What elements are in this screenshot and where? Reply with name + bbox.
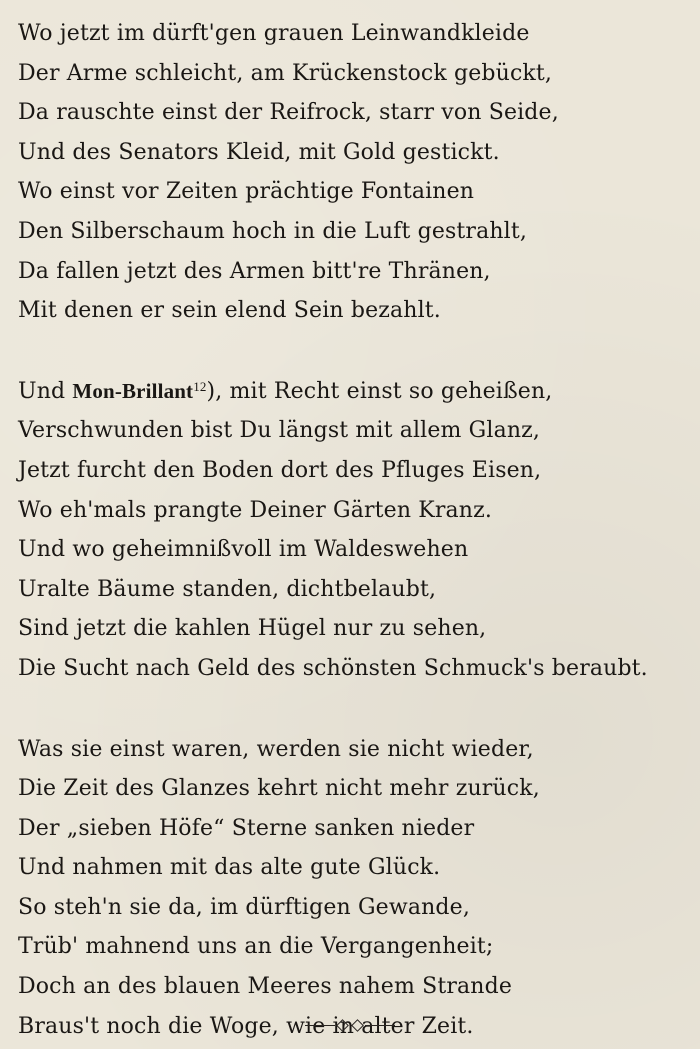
verse-line: Die Sucht nach Geld des schönsten Schmuck's beraubt. <box>18 655 648 681</box>
stanza-1 <box>18 14 690 331</box>
stanza-2 <box>18 372 690 689</box>
footnote-marker: 12 <box>193 378 207 394</box>
verse-line: Da fallen jetzt des Armen bitt're Thränen, <box>18 258 491 284</box>
verse-text-before: Und <box>18 378 73 404</box>
verse-line: Wo jetzt im dürft'gen grauen Leinwandkleide <box>18 21 530 46</box>
verse-line: Da rauschte einst der Reifrock, starr von Seide, <box>18 100 559 126</box>
verse-line: Den Silberschaum hoch in die Luft gestrahlt, <box>18 218 527 244</box>
verse-line: Uralte Bäume standen, dichtbelaubt, <box>18 576 437 602</box>
verse-line: Was sie einst waren, werden sie nicht wieder, <box>18 736 534 762</box>
verse-text-after: ), mit Recht einst so geheißen, <box>206 378 553 404</box>
verse-line: Wo einst vor Zeiten prächtige Fontainen <box>18 179 475 205</box>
verse-line: Jetzt furcht den Boden dort des Pfluges Eisen, <box>18 457 542 483</box>
verse-line: Sind jetzt die kahlen Hügel nur zu sehen, <box>18 616 487 642</box>
verse-line: Und nahmen mit das alte gute Glück. <box>18 855 441 881</box>
verse-line: Wo eh'mals prangte Deiner Gärten Kranz. <box>18 497 493 523</box>
verse-line: Trüb' mahnend uns an die Vergangenheit; <box>18 934 494 960</box>
stanza-3 <box>18 730 690 1047</box>
verse-line: Und des Senators Kleid, mit Gold gestickt. <box>18 139 500 165</box>
verse-line: Mit denen er sein elend Sein bezahlt. <box>18 298 441 324</box>
verse-line-mon-brillant <box>18 372 690 412</box>
verse-line: So steh'n sie da, im dürftigen Gewande, <box>18 894 470 920</box>
divider-dash-right <box>365 1025 395 1026</box>
verse-line: Und wo geheimnißvoll im Waldeswehen <box>18 537 469 563</box>
verse-line: Die Zeit des Glanzes kehrt nicht mehr zurück, <box>18 776 540 802</box>
ornamental-divider-icon <box>0 1017 700 1033</box>
verse-line: Der Arme schleicht, am Krückenstock gebückt, <box>18 60 553 86</box>
verse-line: Braus't noch die Woge, wie in alter Zeit. <box>18 1013 474 1039</box>
verse-line: Der „sieben Höfe“ Sterne sanken nieder <box>18 815 475 841</box>
place-name-latin: Mon-Brillant <box>72 378 194 403</box>
verse-line: Doch an des blauen Meeres nahem Strande <box>18 974 512 1000</box>
verse-line: Verschwunden bist Du längst mit allem Glanz, <box>18 418 541 444</box>
diamond-icon <box>336 1019 349 1032</box>
diamond-icon <box>351 1019 364 1032</box>
divider-dash-left <box>305 1025 335 1026</box>
